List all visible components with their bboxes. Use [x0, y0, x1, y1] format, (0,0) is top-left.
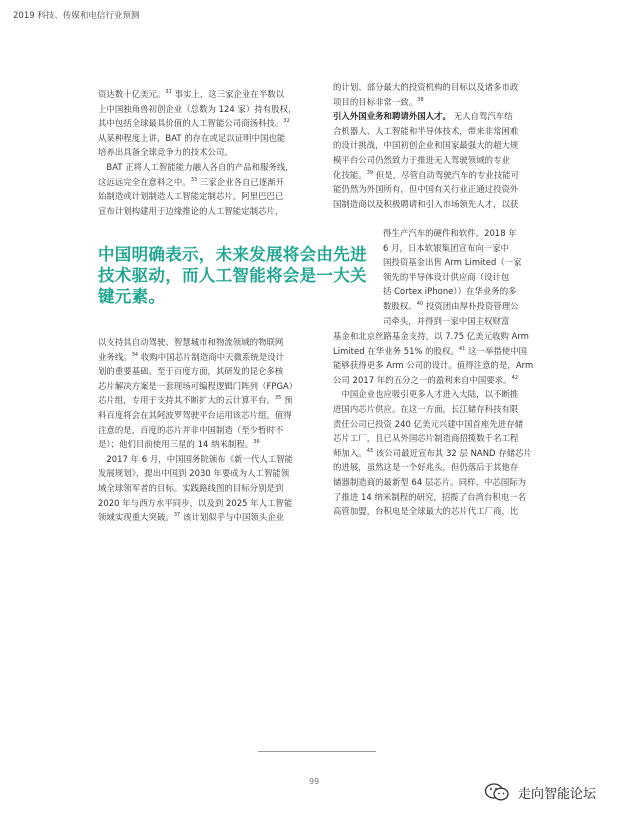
text-line — [383, 226, 551, 241]
text-line — [98, 102, 318, 117]
pull-quote: 中国明确表示，未来发展将会由先进技术驱动，而人工智能将会是一大关键元素。 — [98, 245, 367, 306]
text-line — [333, 475, 551, 490]
line-text: 高管加盟，台积电是全球最大的芯片代工厂商，比 — [333, 506, 519, 517]
footnote-ref: 42 — [511, 374, 519, 381]
line-text: 2017 年 6 月，中国国务院颁布《新一代人工智能 — [98, 453, 294, 464]
watermark-text: 走向智能论坛 — [518, 786, 597, 802]
line-text: 能够获得更多 Arm 公司的设计。值得注意的是，Arm — [333, 360, 534, 371]
line-text: 是）；他们目前使用三星的 14 纳米制程。 — [98, 439, 254, 450]
line-text: 以支持其自动驾驶、智慧城市和物流领域的物联网 — [98, 337, 284, 347]
line-text: 芯片组，专用于支持其不断扩大的云计算平台。 — [98, 395, 275, 406]
text-line — [98, 408, 318, 423]
line-text: Limited 在华业务 51% 的股权。 — [333, 345, 459, 356]
text-line — [383, 284, 551, 299]
text-line — [333, 344, 551, 359]
footnote-ref: 43 — [366, 447, 374, 454]
line-text: 国投资基金出售 Arm Limited（一家 — [383, 257, 522, 268]
line-text: 这远远完全在意料之中。 — [98, 176, 191, 187]
line-text: 师加入。 — [333, 447, 367, 458]
line-text-after: 该计划似乎与中国领头企业 — [180, 512, 285, 523]
text-line — [98, 481, 318, 496]
line-text: 能仍然为外国所有，但中国有关行业正通过投资外 — [333, 184, 519, 195]
line-text: 模平台公司仍然致力于推进无人驾驶领域的专业 — [333, 154, 510, 165]
text-line — [383, 241, 551, 256]
text-line — [333, 504, 551, 519]
line-text: 国制造商以及积极聘请和引入市场领先人才，以获 — [333, 198, 519, 209]
column-left-top — [98, 87, 318, 218]
footnote-ref: 34 — [131, 351, 139, 358]
line-text: 培养出具备全球竞争力的技术公司。 — [98, 147, 233, 158]
line-text: 基金和北京丝路基金支持，以 7.75 亿美元收购 Arm — [333, 331, 529, 341]
line-text: BAT 正将人工智能能力融入各自的产品和服务线， — [98, 161, 294, 172]
line-text: 注意的是，百度的芯片并非中国制造（至少暂时不 — [98, 424, 284, 435]
line-text: 业务线。 — [98, 351, 132, 362]
line-text: 进国内芯片供应。在这一方面，长江储存科技有限 — [333, 403, 519, 414]
line-text: 的计划、部分最大的投资机构的目标以及诸多市政 — [333, 82, 519, 92]
footnote-ref: 36 — [253, 439, 260, 446]
line-text: 化技能。 — [333, 169, 367, 180]
column-right-top — [333, 80, 551, 211]
line-text: 发展规划》，提出中国到 2030 年要成为人工智能领 — [98, 468, 290, 479]
text-line — [333, 138, 551, 153]
running-header: 2019 科技、传媒和电信行业预测 — [13, 11, 140, 21]
line-text-after: 三家企业各自已逐渐开 — [197, 176, 285, 187]
footnote-ref: 39 — [366, 169, 374, 176]
text-line — [333, 431, 551, 446]
text-line — [333, 460, 551, 475]
watermark — [484, 782, 596, 802]
text-line — [333, 109, 551, 124]
text-line — [98, 393, 318, 408]
text-line — [98, 116, 318, 131]
line-text: 的进展，虽然这是一个好兆头，但仍落后于其他存 — [333, 462, 519, 473]
line-text: 项目的目标非常一致。 — [333, 96, 418, 107]
line-text: 资达数十亿美元。 — [98, 89, 166, 99]
line-text: 得生产汽车的硬件和软件。2018 年 — [383, 228, 517, 238]
text-line — [98, 452, 318, 467]
text-line — [333, 168, 551, 183]
page-number: 99 — [309, 777, 320, 786]
line-text-after: 这一举措使中国 — [465, 345, 528, 356]
text-line — [98, 335, 318, 350]
text-line — [383, 270, 551, 285]
text-line — [98, 496, 318, 511]
line-text: 公司 2017 年约五分之一的盈利来自中国要求。 — [333, 374, 512, 385]
text-line — [98, 160, 318, 175]
text-line — [98, 189, 318, 204]
line-text: 括 Cortex iPhone））在华业务的多 — [383, 286, 517, 297]
line-text: 宣布计划构建用于边缘推论的人工智能定制芯片， — [98, 205, 284, 216]
text-line — [98, 87, 318, 102]
line-text: 6 月，日本软银集团宣布向一家中 — [383, 242, 510, 253]
line-text-after: 事实上，这三家企业在半数以 — [171, 89, 285, 99]
line-text: 数股权。 — [383, 300, 417, 311]
line-text: 域全球领军者的目标。实践路线图的目标分别是到 — [98, 482, 284, 493]
text-line — [333, 446, 551, 461]
footer-rule — [258, 751, 376, 752]
text-line — [333, 182, 551, 197]
footnote-ref: 35 — [274, 395, 282, 402]
footnote-ref: 31 — [165, 89, 172, 95]
line-text: 芯片解决方案是一套现场可编程逻辑门阵列（FPGA） — [98, 380, 298, 391]
text-line — [98, 131, 318, 146]
line-text: 的设计挑战，中国初创企业和国家最强大的超大规 — [333, 140, 519, 151]
line-text: 领先的半导体设计供应商（设计包 — [383, 271, 510, 282]
text-line — [333, 490, 551, 505]
footnote-ref: 38 — [417, 96, 424, 103]
line-text-after: 投资团由厚朴投资管理公 — [423, 300, 519, 311]
line-text-after: 但是，尽管自动驾驶汽车的专业技能可 — [373, 169, 520, 180]
text-line — [383, 299, 551, 314]
text-line — [98, 145, 318, 160]
text-line — [98, 423, 318, 438]
line-text-after: 无人自驾汽车结 — [450, 111, 513, 122]
line-text: 中国企业也应吸引更多人才进入大陆，以不断推 — [333, 389, 519, 400]
line-text: 合机器人、人工智能和半导体技术，带来非常困难 — [333, 125, 519, 136]
text-line — [333, 387, 551, 402]
text-line — [98, 204, 318, 219]
line-text-after: 该公司最近宣布其 32 层 NAND 存储芯片 — [373, 447, 532, 458]
bold-lead: 引入外国业务和聘请外国人才。 — [333, 111, 451, 122]
line-text: 储器制造商的最新型 64 层芯片。同样、中芯国际为 — [333, 476, 527, 487]
column-right-bottom — [333, 329, 551, 519]
footnote-ref: 33 — [190, 176, 198, 183]
line-text: 2020 年与西方水平同步，以及到 2025 年人工智能 — [98, 497, 293, 508]
text-line — [333, 197, 551, 212]
text-line — [333, 329, 551, 344]
text-line — [333, 402, 551, 417]
text-line — [98, 350, 318, 365]
text-line — [98, 175, 318, 190]
line-text: 责任公司已投资 240 亿美元兴建中国首座先进存储 — [333, 418, 524, 429]
text-line — [333, 95, 551, 110]
line-text: 其中包括全球最具价值的人工智能公司商汤科技。 — [98, 118, 284, 129]
text-line — [98, 510, 318, 525]
line-text: 料百度将会在其阿波罗驾驶平台运用该芯片组。值得 — [98, 409, 292, 420]
column-right-mid — [383, 226, 551, 328]
line-text: 划的重要基础。至于百度方面，其研发的昆仑多核 — [98, 366, 284, 377]
line-text: 领域实现重大突破。 — [98, 512, 174, 523]
line-text-after: 预 — [281, 395, 293, 406]
footnote-ref: 41 — [458, 345, 466, 352]
line-text: 上中国独角兽初创企业（总数为 124 家）持有股权， — [98, 103, 297, 114]
line-text-after: 收购中国芯片制造商中天微系统是设计 — [138, 351, 285, 362]
line-text: 芯片工厂，且已从外国芯片制造商招揽数千名工程 — [333, 433, 519, 444]
text-line — [333, 80, 551, 95]
line-text: 司牵头，并得到一家中国主权财富 — [383, 315, 510, 326]
footnote-ref: 40 — [416, 300, 424, 307]
text-line — [333, 358, 551, 373]
wechat-icon — [484, 782, 510, 802]
text-line — [333, 373, 551, 388]
line-text: 从某种程度上讲，BAT 的存在或足以证明中国也能 — [98, 132, 286, 143]
footnote-ref: 37 — [173, 512, 181, 519]
text-line — [333, 124, 551, 139]
text-line — [98, 437, 318, 452]
text-line — [333, 153, 551, 168]
line-text: 始制造或计划制造人工智能定制芯片。阿里巴巴已 — [98, 191, 284, 202]
text-line — [98, 379, 318, 394]
text-line — [383, 255, 551, 270]
footnote-ref: 32 — [283, 118, 290, 125]
line-text: 了推进 14 纳米制程的研究，招揽了台湾台积电一名 — [333, 491, 527, 502]
text-line — [333, 417, 551, 432]
column-left-bottom — [98, 335, 318, 525]
text-line — [98, 364, 318, 379]
text-line — [383, 314, 551, 329]
text-line — [98, 466, 318, 481]
